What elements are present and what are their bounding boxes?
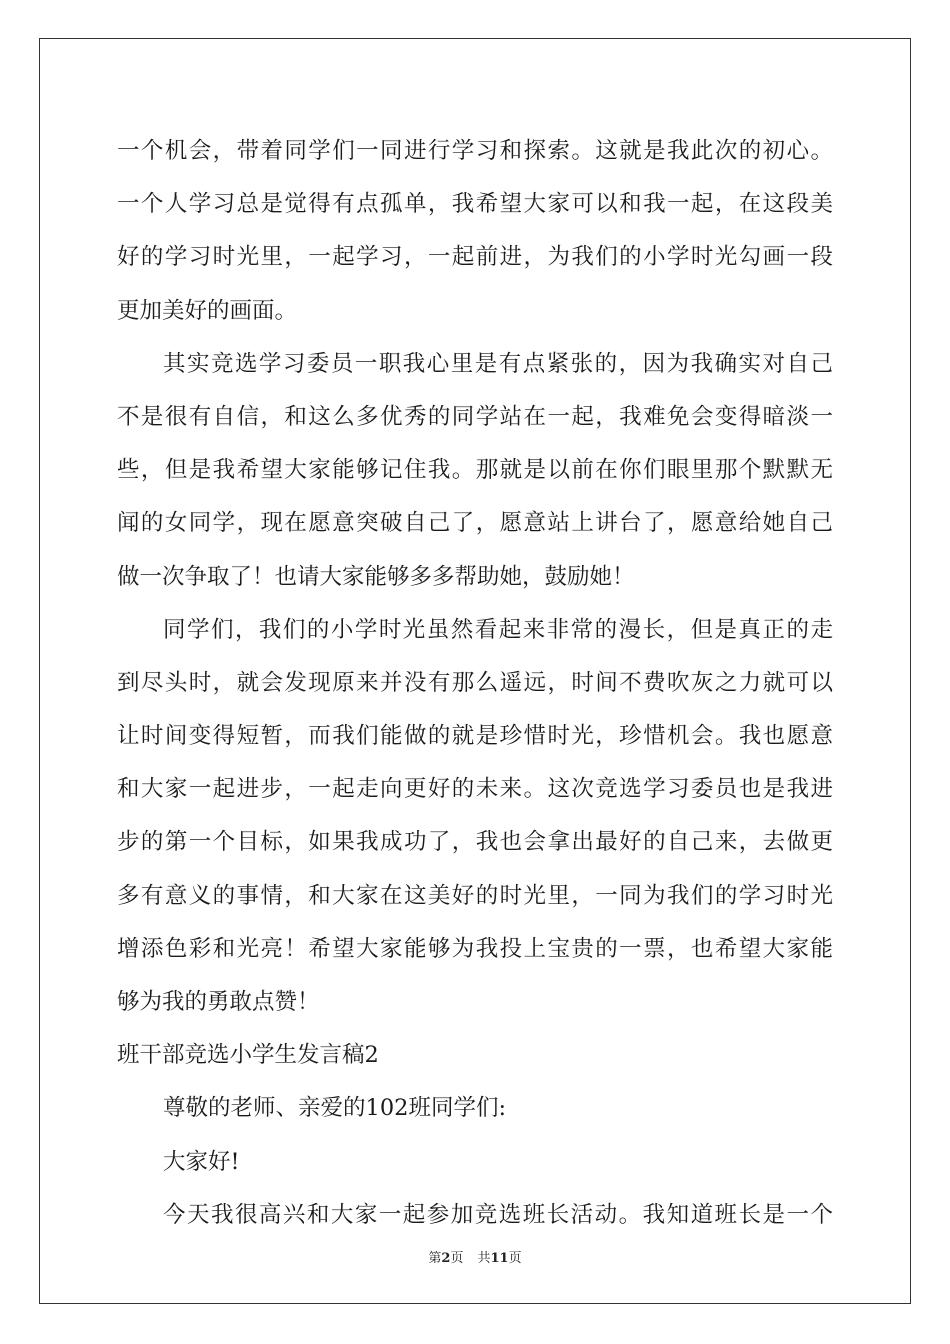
text-line: 闻的女同学，现在愿意突破自己了，愿意站上讲台了，愿意给她自己 bbox=[117, 510, 833, 537]
footer-page-number: 2 bbox=[441, 1251, 451, 1266]
text-line: 其实竞选学习委员一职我心里是有点紧张的，因为我确实对自己 bbox=[163, 350, 833, 377]
footer-total-prefix: 共 bbox=[477, 1251, 491, 1266]
text-line: 到尽头时，就会发现原来并没有那么遥远，时间不费吹灰之力就可以 bbox=[117, 669, 833, 696]
text-line: 更加美好的画面。 bbox=[117, 297, 298, 324]
text-line: 和大家一起进步，一起走向更好的未来。这次竞选学习委员也是我进 bbox=[117, 776, 833, 803]
footer-total-suffix: 页 bbox=[508, 1251, 522, 1266]
page-footer bbox=[0, 1247, 950, 1266]
text-line: 增添色彩和光亮！希望大家能够为我投上宝贵的一票，也希望大家能 bbox=[117, 935, 833, 962]
document-body bbox=[117, 125, 833, 1242]
text-line: 今天我很高兴和大家一起参加竞选班长活动。我知道班长是一个 bbox=[163, 1201, 833, 1228]
paragraph-block-1 bbox=[117, 125, 833, 1029]
text-line: 同学们，我们的小学时光虽然看起来非常的漫长，但是真正的走 bbox=[163, 616, 833, 643]
text-line: 做一次争取了！也请大家能够多多帮助她，鼓励她！ bbox=[117, 563, 635, 590]
text-line: 步的第一个目标，如果我成功了，我也会拿出最好的自己来，去做更 bbox=[117, 829, 833, 856]
text-line: 多有意义的事情，和大家在这美好的时光里，一同为我们的学习时光 bbox=[117, 882, 833, 909]
text-line: 大家好! bbox=[163, 1148, 240, 1175]
paragraph-block-2 bbox=[117, 1082, 833, 1242]
text-line: 不是很有自信，和这么多优秀的同学站在一起，我难免会变得暗淡一 bbox=[117, 403, 833, 430]
text-line: 让时间变得短暂，而我们能做的就是珍惜时光，珍惜机会。我也愿意 bbox=[117, 723, 833, 750]
text-line: 尊敬的老师、亲爱的102班同学们: bbox=[163, 1095, 507, 1122]
section-title: 班干部竞选小学生发言稿2 bbox=[117, 1042, 379, 1069]
footer-page-suffix: 页 bbox=[450, 1251, 464, 1266]
text-line: 一个机会，带着同学们一同进行学习和探索。这就是我此次的初心。 bbox=[117, 138, 833, 164]
text-line: 些，但是我希望大家能够记住我。那就是以前在你们眼里那个默默无 bbox=[117, 457, 833, 484]
footer-total-pages: 11 bbox=[490, 1251, 509, 1266]
text-line: 好的学习时光里，一起学习，一起前进，为我们的小学时光勾画一段 bbox=[117, 244, 833, 271]
text-line: 够为我的勇敢点赞！ bbox=[117, 989, 320, 1015]
footer-prefix: 第 bbox=[428, 1251, 442, 1266]
text-line: 一个人学习总是觉得有点孤单，我希望大家可以和我一起，在这段美 bbox=[117, 191, 833, 218]
